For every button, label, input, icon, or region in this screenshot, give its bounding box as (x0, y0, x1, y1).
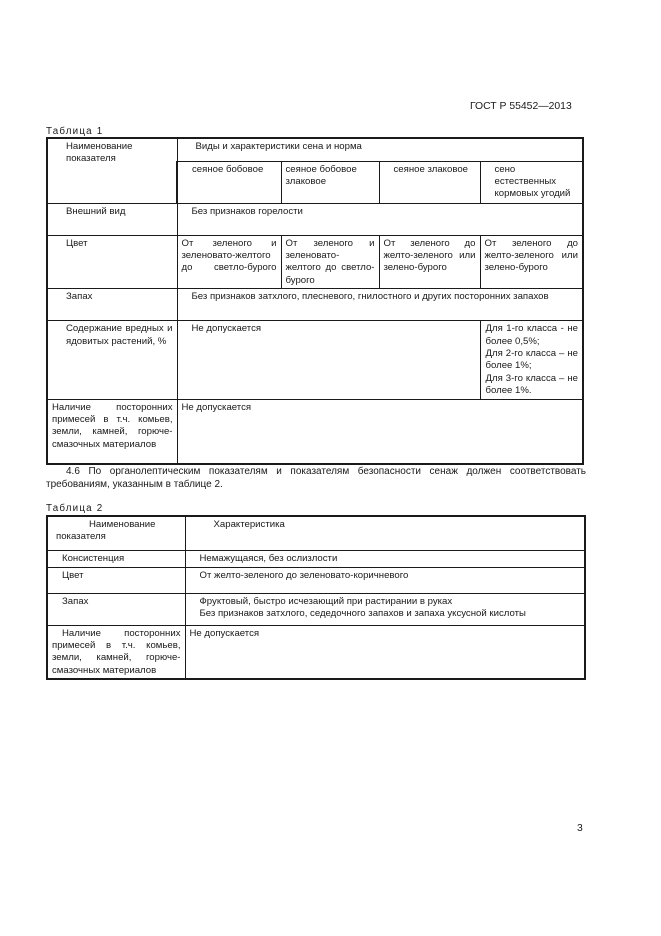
t2-char-header: Характеристика (185, 516, 585, 550)
t2-row-name: Цвет (47, 567, 185, 593)
page-number: 3 (577, 823, 583, 834)
t1-type-header: сеяное злаковое (379, 161, 480, 203)
paragraph-4-6: 4.6 По органолептическим показателям и показателям безопасности сенаж должен соответствовать требованиям, указанным в таблице 2. (46, 466, 586, 490)
table2-caption: Таблица 2 (46, 503, 104, 514)
t1-class-limit: Для 3-го класса – не более 1%. (485, 372, 579, 397)
t1-group-header: Виды и характеристики сена и норма (177, 138, 583, 161)
table1 (46, 137, 584, 465)
t1-indicator-header: Наименование показателя (47, 138, 177, 203)
t1-row-name: Цвет (47, 235, 177, 289)
t1-color-value: От зеленого до желто-зеленого или зелено-бурого (379, 235, 480, 289)
table2 (46, 515, 586, 680)
t2-row-value: От желто-зеленого до зеленовато-коричневого (185, 567, 585, 593)
t1-class-limit: Для 1-го класса - не более 0,5%; (485, 323, 579, 347)
t1-type-header: сеяное бобовое злаковое (281, 161, 379, 203)
t2-indicator-header: Наименование показателя (47, 516, 185, 550)
t1-color-value: От зеленого до желто-зеленого или зелено-бурого (480, 235, 583, 289)
t1-row-name: Содержание вредных и ядовитых растений, % (47, 321, 177, 399)
t1-row-name: Наличие посторонних примесей в т.ч. комьев, земли, камней, горюче-смазочных материалов (47, 399, 177, 464)
t2-row-name: Запах (47, 593, 185, 625)
t1-row-name: Запах (47, 289, 177, 321)
t1-type-header: сено естественных кормовых угодий (480, 161, 583, 203)
t1-row-value: Без признаков горелости (177, 203, 583, 235)
t2-row-value: Не допускается (185, 625, 585, 679)
t1-row-value: Без признаков затхлого, плесневого, гнилостного и других посторонних запахов (177, 289, 583, 321)
t1-color-value: От зеленого и зеленовато-желтого до светло-бурого (177, 235, 281, 289)
t1-color-value: От зеленого и зеленовато-желтого до светло-бурого (281, 235, 379, 289)
t2-row-name: Консистенция (47, 550, 185, 567)
t2-row-value (185, 593, 585, 625)
t1-row-name: Внешний вид (47, 203, 177, 235)
t1-class-limit: Для 2-го класса – не более 1%; (485, 347, 579, 372)
t1-type-header: сеяное бобовое (177, 161, 281, 203)
t1-row-value: Не допускается (177, 321, 480, 399)
t2-row-name: Наличие посторонних примесей в т.ч. комьев, земли, камней, горюче-смазочных материалов (47, 625, 185, 679)
t1-row-value: Не допускается (177, 399, 583, 464)
t2-smell-line: Без признаков затхлого, седедочного запахов и запаха уксусной кислоты (199, 607, 526, 619)
t1-class-limits (480, 321, 583, 399)
t2-smell-line: Фруктовый, быстро исчезающий при растирании в руках (199, 595, 453, 607)
table1-caption: Таблица 1 (46, 126, 104, 137)
t2-row-value: Немажущаяся, без ослизлости (185, 550, 585, 567)
document-code: ГОСТ Р 55452—2013 (470, 101, 572, 112)
